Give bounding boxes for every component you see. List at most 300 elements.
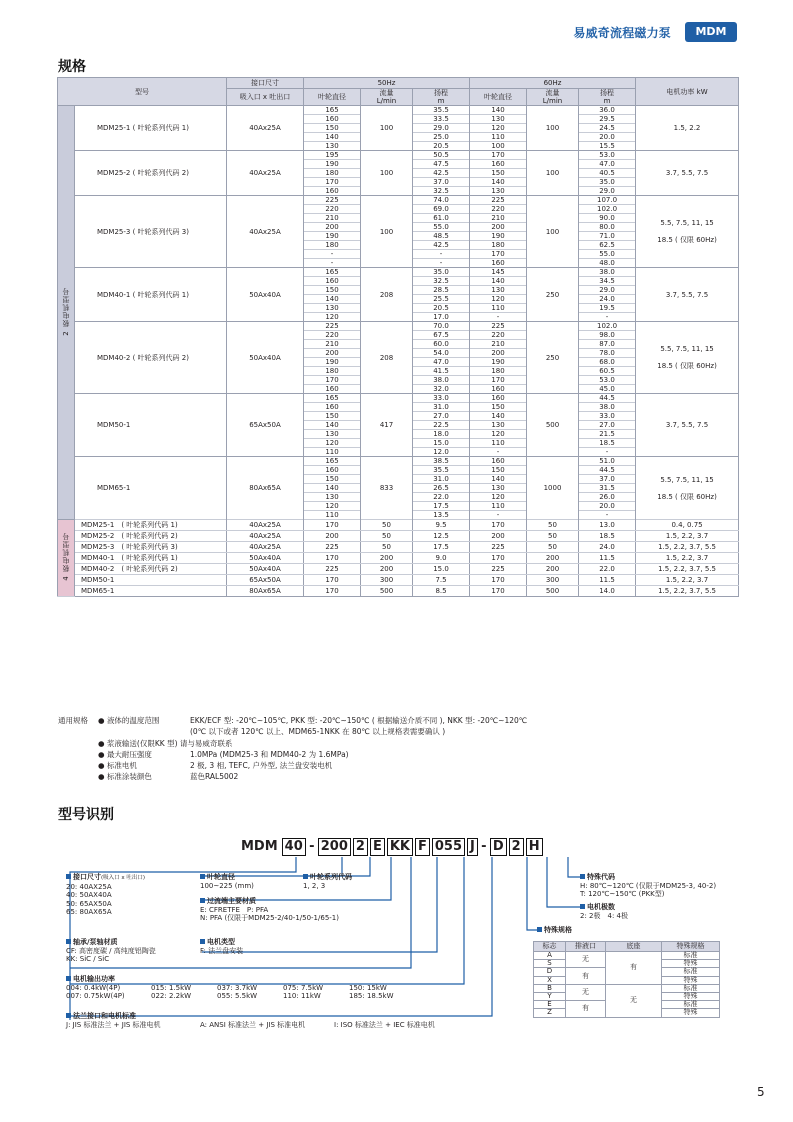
power-value: 18.5 ( 仅限 60Hz) (657, 492, 717, 501)
head-60: 29.0 (579, 187, 636, 196)
power-cell: 1.5, 2.2, 3.7, 5.5 (636, 586, 739, 597)
impeller-60: 120 (470, 124, 527, 133)
sp-drain: 无 (566, 952, 606, 968)
head-60: 14.0 (579, 586, 636, 597)
code-dash: - (481, 839, 487, 854)
sp-spec: 特殊 (662, 1009, 720, 1017)
head-50: 70.0 (413, 322, 470, 331)
impeller-50: 210 (304, 340, 361, 349)
impeller-50: 140 (304, 421, 361, 430)
head-50: 38.5 (413, 457, 470, 466)
impeller-50: 195 (304, 151, 361, 160)
impeller-60: 225 (470, 564, 527, 575)
code-material: E (370, 838, 385, 856)
header-badge: MDM (685, 22, 737, 42)
impeller-60: - (470, 448, 527, 457)
power-value: 18.5 ( 仅限 60Hz) (657, 362, 717, 370)
head-60: 18.5 (579, 531, 636, 542)
head-60: 107.0 (579, 196, 636, 205)
impeller-60: 140 (470, 178, 527, 187)
impeller-50: 150 (304, 286, 361, 295)
th-flow-60: 流量 L/min (527, 89, 579, 106)
impeller-60: 200 (470, 349, 527, 358)
head-50: 9.0 (413, 553, 470, 564)
impeller-60: 145 (470, 268, 527, 277)
head-60: 48.0 (579, 259, 636, 268)
impeller-60: 150 (470, 403, 527, 412)
note-value: 2 极, 3 相, TEFC, 户外型, 法兰盘安装电机 (190, 761, 333, 771)
sp-th: 排液口 (566, 942, 606, 952)
head-50: 29.0 (413, 124, 470, 133)
impeller-50: 170 (304, 575, 361, 586)
head-60: 18.5 (579, 439, 636, 448)
impeller-60: 110 (470, 439, 527, 448)
impeller-50: 170 (304, 520, 361, 531)
impeller-50: 200 (304, 349, 361, 358)
port-cell: 50Ax40A (227, 322, 304, 394)
impeller-50: 190 (304, 232, 361, 241)
impeller-50: 225 (304, 564, 361, 575)
power-value: 5.5, 7.5, 11, 15 (660, 475, 714, 484)
head-50: 22.0 (413, 493, 470, 502)
flow-60: 200 (527, 564, 579, 575)
notes-label: 通用规格 (58, 716, 88, 725)
impeller-50: 190 (304, 358, 361, 367)
impeller-60: 130 (470, 421, 527, 430)
impeller-50: 140 (304, 295, 361, 304)
head-60: 21.5 (579, 430, 636, 439)
code-special-spec: D (490, 838, 507, 856)
head-60: 38.0 (579, 268, 636, 277)
impeller-60: 110 (470, 502, 527, 511)
head-60: 24.0 (579, 542, 636, 553)
impeller-50: 180 (304, 169, 361, 178)
th-flow-50: 流量 L/min (361, 89, 413, 106)
head-50: - (413, 250, 470, 259)
impeller-60: 210 (470, 214, 527, 223)
flow-50: 100 (361, 106, 413, 151)
flow-50: 500 (361, 586, 413, 597)
flow-60: 250 (527, 322, 579, 394)
model-code-title: 型号识别 (58, 807, 114, 823)
head-60: 27.0 (579, 421, 636, 430)
impeller-60: 190 (470, 232, 527, 241)
impeller-50: 150 (304, 412, 361, 421)
head-50: 12.0 (413, 448, 470, 457)
code-poles: 2 (509, 838, 524, 856)
flow-60: 250 (527, 268, 579, 322)
flow-50: 208 (361, 322, 413, 394)
model-cell: MDM50-1 (75, 575, 227, 586)
impeller-50: 220 (304, 205, 361, 214)
head-50: 35.5 (413, 466, 470, 475)
head-60: 90.0 (579, 214, 636, 223)
port-cell: 65Ax50A (227, 575, 304, 586)
sp-spec: 标准 (662, 952, 720, 960)
impeller-60: 180 (470, 241, 527, 250)
impeller-50: 225 (304, 542, 361, 553)
impeller-50: 165 (304, 394, 361, 403)
note-value: EKK/ECF 型: -20℃~105℃, PKK 型: -20℃~150℃ ( 根据输送介质不同 ), NKK 型: -20℃~120℃ (190, 716, 528, 725)
sp-code: D (534, 968, 566, 976)
code-prefix: MDM (241, 839, 278, 854)
head-60: 62.5 (579, 241, 636, 250)
impeller-60: 170 (470, 553, 527, 564)
label-port: 接口尺寸(吸入口 x 吐出口) 20: 40AX25A 40: 50AX40A 50: 65AX50A 65: 80AX65A (66, 873, 146, 917)
head-60: 44.5 (579, 394, 636, 403)
head-60: 24.0 (579, 295, 636, 304)
port-cell: 50Ax40A (227, 564, 304, 575)
sp-spec: 标准 (662, 984, 720, 992)
port-cell: 50Ax40A (227, 268, 304, 322)
head-50: 47.5 (413, 160, 470, 169)
head-60: 11.5 (579, 575, 636, 586)
sp-drain: 无 (566, 984, 606, 1000)
head-50: 7.5 (413, 575, 470, 586)
head-60: 98.0 (579, 331, 636, 340)
impeller-60: 220 (470, 331, 527, 340)
port-cell: 40Ax25A (227, 542, 304, 553)
impeller-50: 130 (304, 430, 361, 439)
sp-th: 标志 (534, 942, 566, 952)
impeller-60: 120 (470, 295, 527, 304)
head-50: 27.0 (413, 412, 470, 421)
spec-title: 规格 (58, 59, 86, 75)
head-60: 53.0 (579, 151, 636, 160)
head-50: 37.0 (413, 178, 470, 187)
impeller-60: 120 (470, 430, 527, 439)
th-impeller-60: 叶轮直径 (470, 89, 527, 106)
impeller-50: 225 (304, 322, 361, 331)
impeller-50: 200 (304, 223, 361, 232)
note-label: ● 标准电机 (98, 760, 190, 771)
special-spec-body (534, 952, 720, 1018)
group-label-text: 2 极电机型号 (62, 287, 70, 336)
head-50: 17.0 (413, 313, 470, 322)
sp-spec: 特殊 (662, 960, 720, 968)
flow-60: 300 (527, 575, 579, 586)
head-60: 102.0 (579, 205, 636, 214)
head-50: 26.5 (413, 484, 470, 493)
sp-code: B (534, 984, 566, 992)
impeller-60: 220 (470, 205, 527, 214)
sp-code: E (534, 1001, 566, 1009)
head-50: 17.5 (413, 502, 470, 511)
impeller-50: 220 (304, 331, 361, 340)
impeller-50: 160 (304, 277, 361, 286)
impeller-50: 180 (304, 367, 361, 376)
impeller-50: 165 (304, 457, 361, 466)
special-spec-table (533, 941, 720, 1018)
code-motor-type: F (415, 838, 430, 856)
head-60: 26.0 (579, 493, 636, 502)
impeller-60: 130 (470, 187, 527, 196)
impeller-60: 170 (470, 151, 527, 160)
impeller-50: 190 (304, 160, 361, 169)
impeller-60: 210 (470, 340, 527, 349)
impeller-60: 190 (470, 358, 527, 367)
note-label: ● 浆液输送(仅限KK 型) 请与易威奇联系 (98, 738, 232, 749)
label-motor-type: 电机类型 F: 法兰盘安装 (200, 938, 244, 955)
note-label: ● 标准涂装颜色 (98, 771, 190, 782)
head-50: - (413, 259, 470, 268)
model-cell: MDM40-1 ( 叶轮系列代码 1) (75, 553, 227, 564)
power-value: 5.5, 7.5, 11, 15 (660, 219, 714, 227)
impeller-50: 130 (304, 142, 361, 151)
impeller-60: 225 (470, 542, 527, 553)
flow-50: 208 (361, 268, 413, 322)
impeller-60: 140 (470, 475, 527, 484)
code-output: 055 (432, 838, 465, 856)
power-value: 5.5, 7.5, 11, 15 (660, 345, 714, 353)
head-50: 28.5 (413, 286, 470, 295)
impeller-60: 180 (470, 367, 527, 376)
port-cell: 80Ax65A (227, 586, 304, 597)
code-series: 2 (353, 838, 368, 856)
head-50: 74.0 (413, 196, 470, 205)
sp-spec: 标准 (662, 968, 720, 976)
head-60: 71.0 (579, 232, 636, 241)
impeller-60: 160 (470, 385, 527, 394)
label-bearing: 轴承/泵轴材质 CF: 高密度碳 / 高纯度铝陶瓷 KK: SiC / SiC (66, 938, 156, 964)
head-50: 18.0 (413, 430, 470, 439)
model-cell: MDM40-1 ( 叶轮系列代码 1) (75, 268, 227, 322)
head-50: 41.5 (413, 367, 470, 376)
head-50: 54.0 (413, 349, 470, 358)
th-port: 接口尺寸 (227, 78, 304, 89)
model-cell: MDM65-1 (75, 457, 227, 520)
head-50: 69.0 (413, 205, 470, 214)
head-60: 33.0 (579, 412, 636, 421)
sp-base: 无 (606, 984, 662, 1017)
head-50: 33.5 (413, 115, 470, 124)
flow-60: 1000 (527, 457, 579, 520)
impeller-60: 200 (470, 531, 527, 542)
head-50: 32.0 (413, 385, 470, 394)
head-60: 53.0 (579, 376, 636, 385)
head-60: 34.5 (579, 277, 636, 286)
impeller-60: 150 (470, 169, 527, 178)
power-cell: 0.4, 0.75 (636, 520, 739, 531)
flow-60: 100 (527, 106, 579, 151)
model-cell: MDM25-1 ( 叶轮系列代码 1) (75, 520, 227, 531)
head-60: - (579, 448, 636, 457)
head-60: 55.0 (579, 250, 636, 259)
head-60: 38.0 (579, 403, 636, 412)
head-50: 15.0 (413, 439, 470, 448)
impeller-50: 140 (304, 484, 361, 493)
head-60: 29.0 (579, 286, 636, 295)
head-60: 102.0 (579, 322, 636, 331)
label-output: 电机输出功率 004: 0.4kW(4P) 015: 1.5kW 037: 3.7kW 075: 7.5kW 150: 15kW 007: 0.75kW(4P) 022: 2.2kW 055: 5.5kW 110: 11kW 185: 18.5kW (66, 975, 394, 1001)
head-50: 9.5 (413, 520, 470, 531)
port-cell: 40Ax25A (227, 151, 304, 196)
port-cell: 50Ax40A (227, 553, 304, 564)
impeller-50: 120 (304, 313, 361, 322)
label-series: 叶轮系列代码 1, 2, 3 (303, 873, 352, 890)
sp-code: S (534, 960, 566, 968)
head-60: 29.5 (579, 115, 636, 124)
th-model: 型号 (58, 78, 227, 106)
impeller-60: 170 (470, 250, 527, 259)
flow-50: 50 (361, 542, 413, 553)
power-cell: 1.5, 2.2, 3.7 (636, 531, 739, 542)
impeller-60: - (470, 511, 527, 520)
label-flange: 法兰接口和电机标准 J: JIS 标准法兰 + JIS 标准电机 A: ANSI 标准法兰 + JIS 标准电机 I: ISO 标准法兰 + IEC 标准电机 (66, 1012, 435, 1029)
port-cell: 65Ax50A (227, 394, 304, 457)
head-60: 11.5 (579, 553, 636, 564)
head-50: 35.5 (413, 106, 470, 115)
impeller-50: - (304, 259, 361, 268)
model-cell: MDM25-2 ( 叶轮系列代码 2) (75, 151, 227, 196)
note-value: (0℃ 以下或者 120℃ 以上、MDM65-1NKK 在 80℃ 以上规格表需要确认 ) (190, 727, 446, 737)
sp-drain: 有 (566, 1001, 606, 1017)
impeller-60: 160 (470, 160, 527, 169)
label-special-spec: 特殊规格 (537, 926, 572, 935)
head-50: 20.5 (413, 142, 470, 151)
power-value: 18.5 ( 仅限 60Hz) (657, 236, 717, 244)
sp-code: Z (534, 1009, 566, 1017)
model-cell: MDM40-2 ( 叶轮系列代码 2) (75, 564, 227, 575)
model-cell: MDM25-3 ( 叶轮系列代码 3) (75, 196, 227, 268)
impeller-60: 110 (470, 304, 527, 313)
impeller-50: 225 (304, 196, 361, 205)
sp-drain: 有 (566, 968, 606, 984)
sp-th: 特殊规格 (662, 942, 720, 952)
page-number: 5 (757, 1085, 765, 1099)
impeller-50: 170 (304, 586, 361, 597)
flow-50: 417 (361, 394, 413, 457)
flow-50: 100 (361, 196, 413, 268)
head-50: 42.5 (413, 169, 470, 178)
impeller-50: 160 (304, 115, 361, 124)
head-50: 8.5 (413, 586, 470, 597)
head-50: 67.5 (413, 331, 470, 340)
model-cell: MDM65-1 (75, 586, 227, 597)
flow-60: 50 (527, 531, 579, 542)
power-value: 3.7, 5.5, 7.5 (665, 169, 709, 177)
impeller-60: 120 (470, 493, 527, 502)
note-value: 蓝色RAL5002 (190, 772, 239, 782)
impeller-50: 160 (304, 466, 361, 475)
head-60: 13.0 (579, 520, 636, 531)
label-special-code: 特殊代码 H: 80℃~120℃ (仅限于MDM25-3, 40-2) T: 120℃~150℃ (PKK型) (580, 873, 717, 899)
head-50: 25.5 (413, 295, 470, 304)
impeller-60: 130 (470, 115, 527, 124)
flow-60: 200 (527, 553, 579, 564)
header-title: 易威奇流程磁力泵 (573, 26, 671, 40)
flow-50: 833 (361, 457, 413, 520)
note-value: 1.0MPa (MDM25-3 和 MDM40-2 为 1.6MPa) (190, 749, 349, 759)
impeller-50: 150 (304, 475, 361, 484)
impeller-60: 170 (470, 520, 527, 531)
sp-spec: 特殊 (662, 992, 720, 1000)
impeller-60: 160 (470, 457, 527, 466)
note-label: ● 最大耐压强度 (98, 749, 190, 760)
model-cell: MDM25-3 ( 叶轮系列代码 3) (75, 542, 227, 553)
power-cell: 1.5, 2.2, 3.7, 5.5 (636, 542, 739, 553)
head-60: 51.0 (579, 457, 636, 466)
head-50: 13.5 (413, 511, 470, 520)
head-50: 50.5 (413, 151, 470, 160)
impeller-50: 120 (304, 502, 361, 511)
head-60: 24.5 (579, 124, 636, 133)
impeller-60: - (470, 313, 527, 322)
flow-50: 100 (361, 151, 413, 196)
head-50: 17.5 (413, 542, 470, 553)
power-cell: 1.5, 2.2, 3.7 (636, 553, 739, 564)
th-port-sub: 吸入口 x 吐出口 (227, 89, 304, 106)
port-cell: 40Ax25A (227, 196, 304, 268)
impeller-50: 180 (304, 241, 361, 250)
head-50: 38.0 (413, 376, 470, 385)
code-dash: - (309, 839, 315, 854)
head-50: 15.0 (413, 564, 470, 575)
model-cell: MDM40-2 ( 叶轮系列代码 2) (75, 322, 227, 394)
head-60: 40.5 (579, 169, 636, 178)
head-60: 87.0 (579, 340, 636, 349)
flow-50: 50 (361, 531, 413, 542)
head-60: 45.0 (579, 385, 636, 394)
model-cell: MDM25-1 ( 叶轮系列代码 1) (75, 106, 227, 151)
impeller-60: 225 (470, 322, 527, 331)
flow-60: 500 (527, 394, 579, 457)
flow-50: 300 (361, 575, 413, 586)
head-60: - (579, 511, 636, 520)
sp-code: A (534, 952, 566, 960)
head-60: 47.0 (579, 160, 636, 169)
impeller-50: 130 (304, 493, 361, 502)
power-value: 3.7, 5.5, 7.5 (665, 290, 709, 299)
impeller-60: 130 (470, 286, 527, 295)
impeller-50: 170 (304, 553, 361, 564)
head-60: 36.0 (579, 106, 636, 115)
head-50: 61.0 (413, 214, 470, 223)
flow-50: 200 (361, 564, 413, 575)
impeller-60: 130 (470, 484, 527, 493)
sp-spec: 特殊 (662, 976, 720, 984)
code-port: 40 (282, 838, 306, 856)
sp-th: 底座 (606, 942, 662, 952)
head-50: 32.5 (413, 187, 470, 196)
impeller-60: 170 (470, 376, 527, 385)
impeller-50: 165 (304, 268, 361, 277)
impeller-60: 170 (470, 575, 527, 586)
impeller-50: 200 (304, 531, 361, 542)
port-cell: 40Ax25A (227, 520, 304, 531)
impeller-50: 160 (304, 385, 361, 394)
impeller-50: 165 (304, 106, 361, 115)
head-50: 33.0 (413, 394, 470, 403)
head-60: 22.0 (579, 564, 636, 575)
head-50: 35.0 (413, 268, 470, 277)
th-head-60: 扬程 m (579, 89, 636, 106)
th-60hz: 60Hz (470, 78, 636, 89)
flow-60: 50 (527, 520, 579, 531)
head-60: 78.0 (579, 349, 636, 358)
impeller-60: 160 (470, 394, 527, 403)
head-50: 31.0 (413, 475, 470, 484)
model-cell: MDM25-2 ( 叶轮系列代码 2) (75, 531, 227, 542)
power-cell: 1.5, 2.2, 3.7, 5.5 (636, 564, 739, 575)
head-50: 25.0 (413, 133, 470, 142)
th-power: 电机功率 kW (636, 78, 739, 106)
th-head-50: 扬程 m (413, 89, 470, 106)
impeller-50: 210 (304, 214, 361, 223)
flow-50: 50 (361, 520, 413, 531)
impeller-60: 150 (470, 466, 527, 475)
impeller-60: 200 (470, 223, 527, 232)
